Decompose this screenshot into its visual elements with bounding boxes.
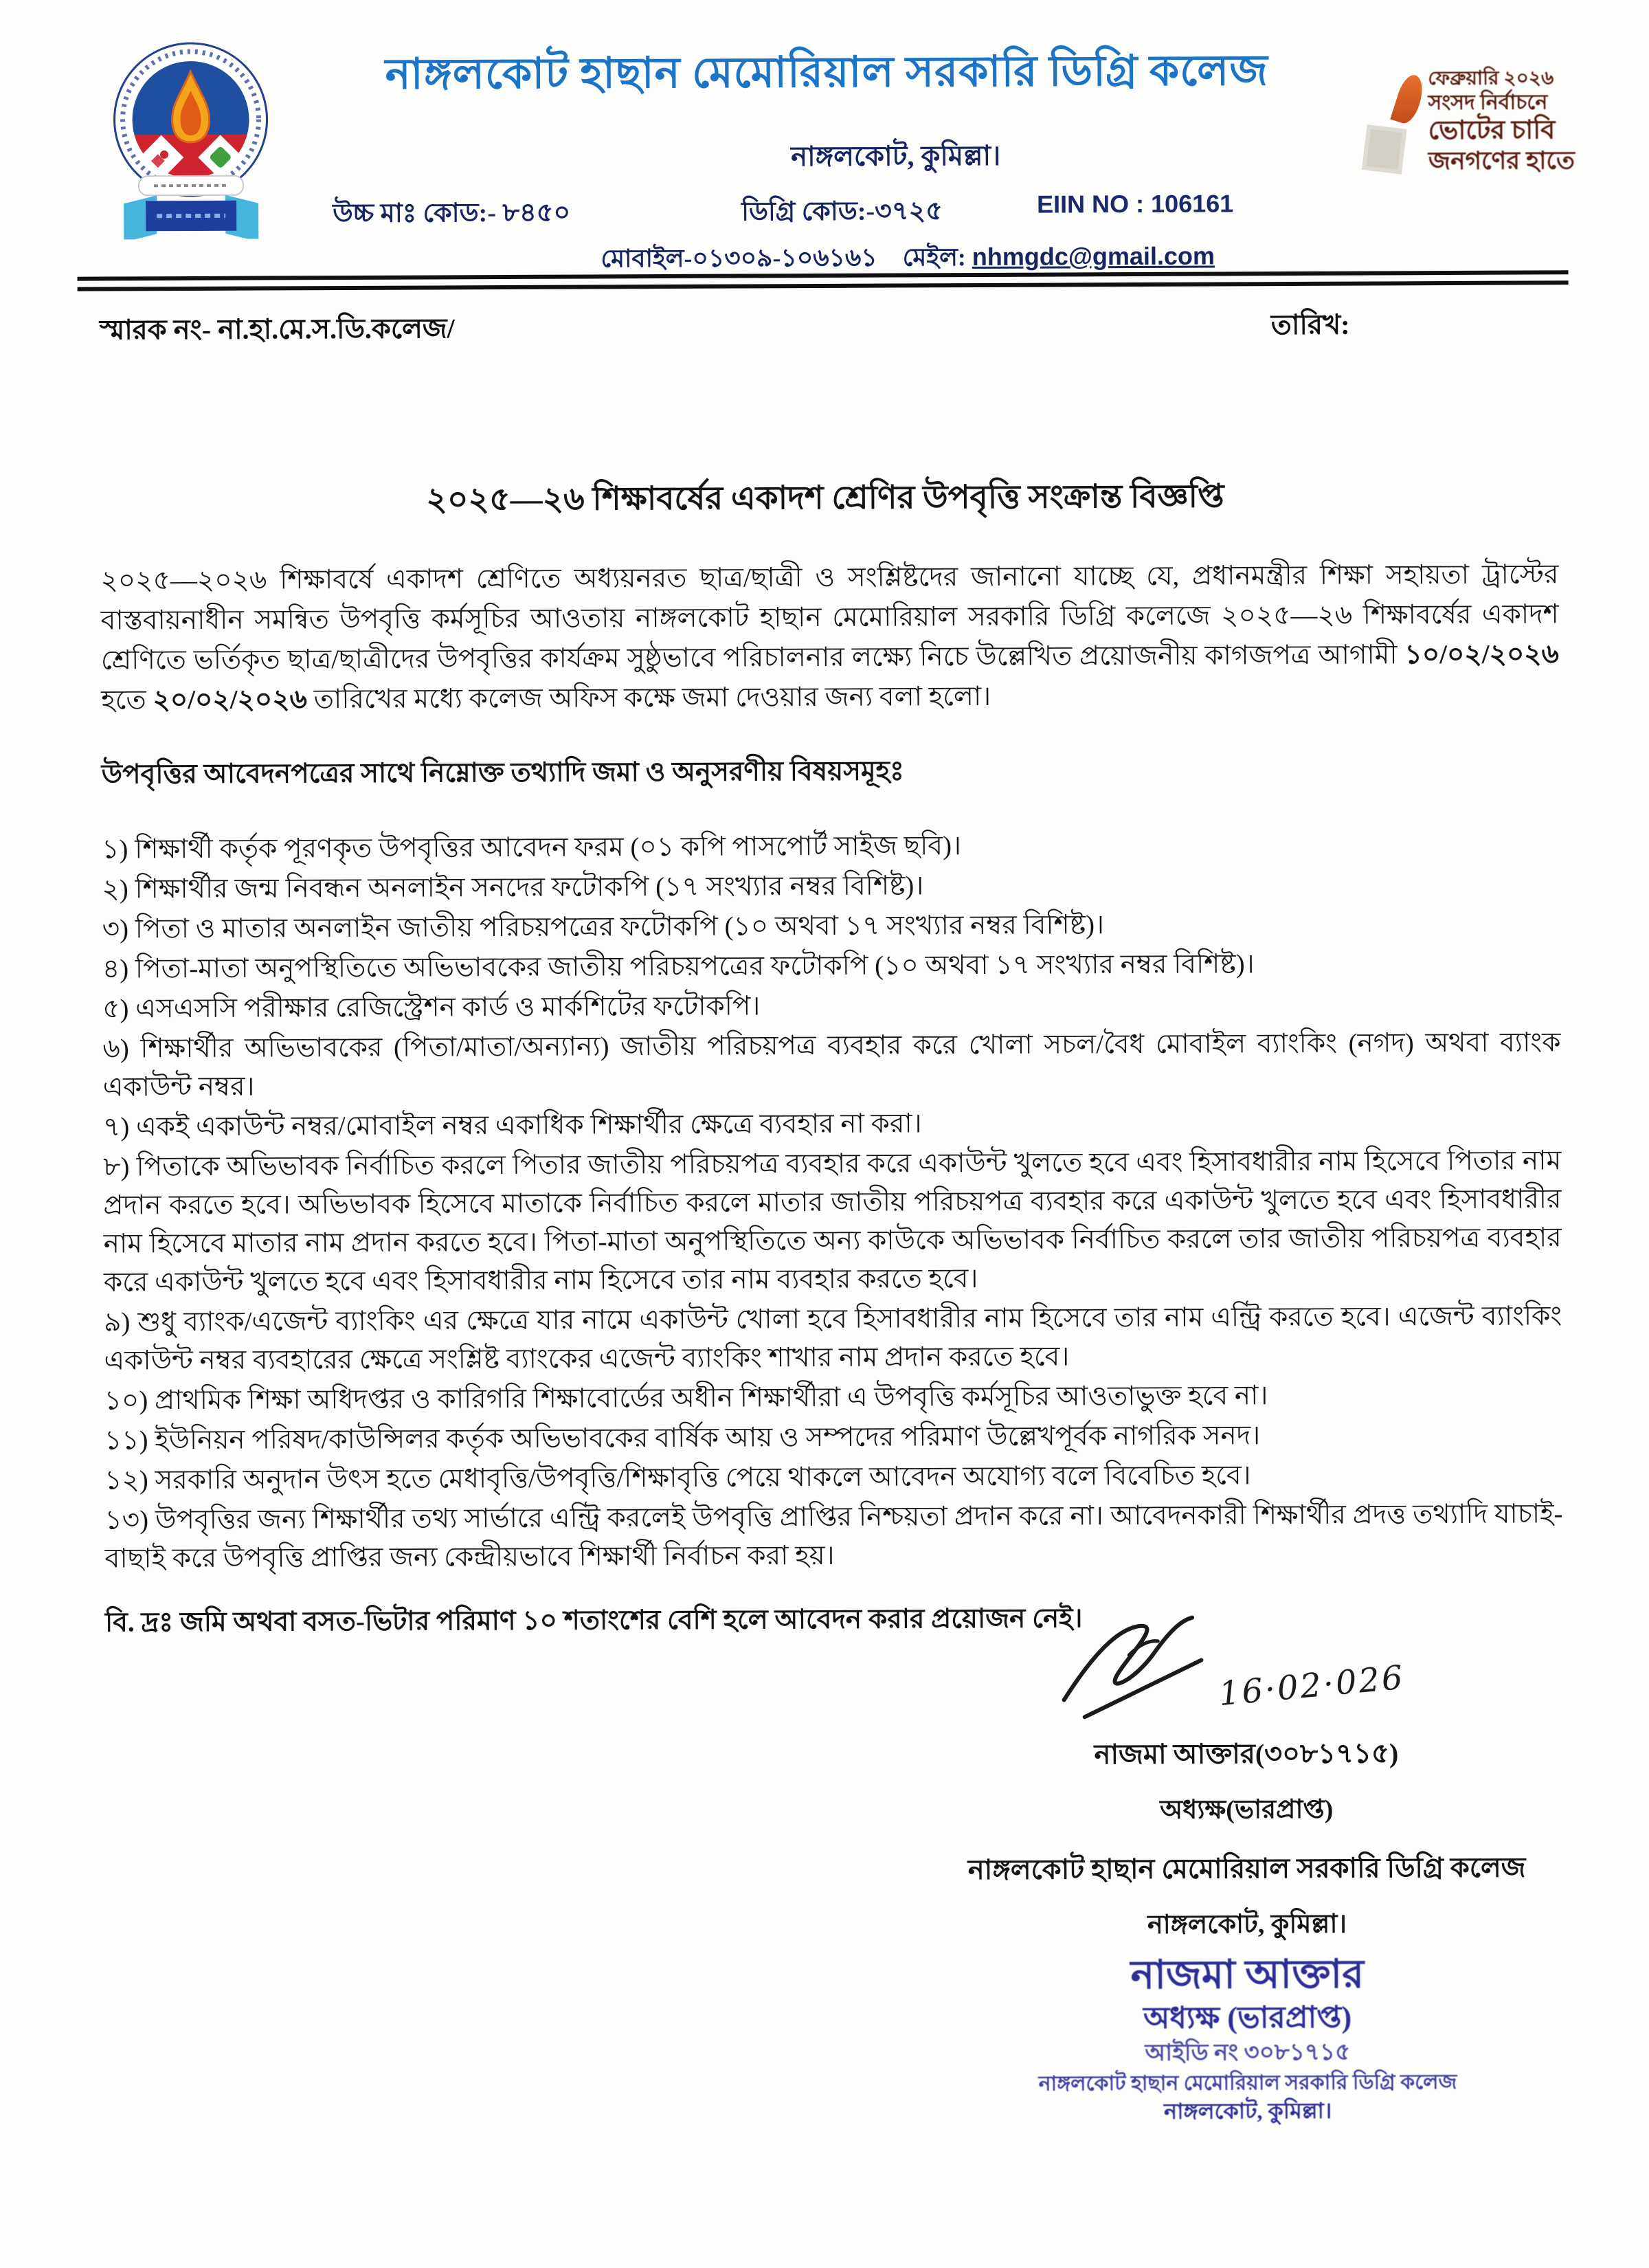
email-label: মেইল:: [902, 243, 966, 271]
list-item: ১২) সরকারি অনুদান উৎস হতে মেধাবৃত্তি/উপবৃত্তি/শিক্ষাবৃত্তি পেয়ে থাকলে আবেদন অযোগ্য বলে বিবেচিত হবে।: [104, 1460, 1251, 1496]
election-stamp-line: ফেব্রুয়ারি ২০২৬: [1428, 67, 1554, 90]
notice-title: ২০২৫—২৬ শিক্ষাবর্ষের একাদশ শ্রেণির উপবৃত্তি সংক্রান্ত বিজ্ঞপ্তি: [426, 478, 1224, 518]
college-name: নাঙ্গলকোট হাছান মেমোরিয়াল সরকারি ডিগ্রি কলেজ: [385, 47, 1268, 98]
college-seal-icon: [111, 32, 271, 240]
handwritten-date: 16·02·026: [1217, 1658, 1406, 1714]
signatory-designation: অধ্যক্ষ(ভারপ্রাপ্ত): [1160, 1794, 1334, 1825]
stamp-location: নাঙ্গলকোট, কুমিল্লা।: [1164, 2098, 1332, 2124]
list-item: ৭) একই একাউন্ট নম্বর/মোবাইল নম্বর একাধিক শিক্ষার্থীর ক্ষেত্রে ব্যবহার না করা।: [102, 1109, 922, 1142]
list-item: ১) শিক্ষার্থী কর্তৃক পূরণকৃত উপবৃত্তির আবেদন ফরম (০১ কপি পাসপোর্ট সাইজ ছবি)।: [102, 831, 962, 865]
election-stamp-line: জনগণের হাতে: [1428, 146, 1575, 175]
stamp-designation: অধ্যক্ষ (ভারপ্রাপ্ত): [1143, 2000, 1352, 2035]
requirements-heading: উপবৃত্তির আবেদনপত্রের সাথে নিম্নোক্ত তথ্যাদি জমা ও অনুসরণীয় বিষয়সমূহঃ: [101, 756, 904, 790]
list-item: ১১) ইউনিয়ন পরিষদ/কাউন্সিলর কর্তৃক অভিভাবকের বার্ষিক আয় ও সম্পদের পরিমাণ উল্লেখপূর্বক নাগরিক সনদ।: [104, 1421, 1261, 1456]
list-item: ৬) শিক্ষার্থীর অভিভাবকের (পিতা/মাতা/অন্যান্য) জাতীয় পরিচয়পত্র ব্যবহার করে খোলা সচল/বৈধ মোবাইল ব্যাংকিং (নগদ) অথবা ব্যাংক একাউন্ট নম্বর।: [102, 1027, 1561, 1102]
end-date: ২০/০২/২০২৬: [153, 685, 308, 715]
notice-body: [100, 555, 1563, 1643]
memo-number-label: স্মারক নং- না.হা.মে.স.ডি.কলেজ/: [99, 313, 455, 346]
hs-code: উচ্চ মাঃ কোড:- ৮৪৫০: [333, 198, 571, 229]
list-item: ১০) প্রাথমিক শিক্ষা অধিদপ্তর ও কারিগরি শিক্ষাবোর্ডের অধীন শিক্ষার্থীরা এ উপবৃত্তি কর্মসূচির আওতাভুক্ত হবে না।: [104, 1381, 1268, 1416]
list-item: ৩) পিতা ও মাতার অনলাইন জাতীয় পরিচয়পত্রের ফটোকপি (১০ অথবা ১৭ সংখ্যার নম্বর বিশিষ্ট)।: [102, 910, 1105, 944]
college-location: নাঙ্গলকোট, কুমিল্লা।: [791, 140, 1001, 173]
election-stamp-line: ভোটের চাবি: [1428, 115, 1556, 145]
list-item: ৪) পিতা-মাতা অনুপস্থিতিতে অভিভাবকের জাতীয় পরিচয়পত্রের ফটোকপি (১০ অথবা ১৭ সংখ্যার নম্বর বিশিষ্ট)।: [102, 949, 1255, 984]
degree-code: ডিগ্রি কোড:-৩৭২৫: [741, 197, 943, 227]
list-item: ৫) এসএসসি পরীক্ষার রেজিস্ট্রেশন কার্ড ও মার্কশিটের ফটোকপি।: [102, 991, 761, 1024]
requirements-list: [102, 824, 1563, 1578]
intro-text: হতে: [101, 685, 153, 715]
special-note: বি. দ্রঃ জমি অথবা বসত-ভিটার পরিমাণ ১০ শতাংশের বেশি হলে আবেদন করার প্রয়োজন নেই।: [104, 1603, 1083, 1638]
list-item: ২) শিক্ষার্থীর জন্ম নিবন্ধন অনলাইন সনদের ফটোকপি (১৭ সংখ্যার নম্বর বিশিষ্ট)।: [102, 871, 924, 904]
stamp-college: নাঙ্গলকোট হাছান মেমোরিয়াল সরকারি ডিগ্রি কলেজ: [1038, 2071, 1457, 2096]
signatory-location: নাঙ্গলকোট, কুমিল্লা।: [1147, 1909, 1347, 1939]
principal-stamp: [945, 1950, 1550, 2125]
election-stamp: [1428, 67, 1600, 176]
list-item: ১৩) উপবৃত্তির জন্য শিক্ষার্থীর তথ্য সার্ভারে এন্ট্রি করলেই উপবৃত্তি প্রাপ্তির নিশ্চয়তা প্রদান করে না। আবেদনকারী শিক্ষার্থীর প্রদত্ত তথ্যাদি যাচাই-বাছাই করে উপবৃত্তি প্রাপ্তির জন্য কেন্দ্রীয়ভাবে শিক্ষার্থী নির্বাচন করা হয়।: [104, 1499, 1563, 1574]
eiin-number: EIIN NO : 106161: [1037, 189, 1234, 219]
gray-square-mark: [1362, 124, 1406, 174]
intro-text: ২০২৫—২০২৬ শিক্ষাবর্ষে একাদশ শ্রেণিতে অধ্যয়নরত ছাত্র/ছাত্রী ও সংশ্লিষ্টদের জানানো যাচ্ছে যে, প্রধানমন্ত্রীর শিক্ষা সহায়তা ট্রাস্টের বাস্তবায়নাধীন সমন্বিত উপবৃত্তি কর্মসূচির আওতায় নাঙ্গলকোট হাছান মেমোরিয়াল সরকারি ডিগ্রি কলেজে ২০২৫—২৬ শিক্ষাবর্ষের একাদশ শ্রেণিতে ভর্তিকৃত ছাত্র/ছাত্রীদের উপবৃত্তির কার্যক্রম সুষ্ঠুভাবে পরিচালনার লক্ষ্যে নিচে উল্লেখিত প্রয়োজনীয় কাগজপত্র আগামী: [100, 559, 1559, 676]
flame-stamp-icon: [1390, 72, 1427, 126]
list-item: ৮) পিতাকে অভিভাবক নির্বাচিত করলে পিতার জাতীয় পরিচয়পত্র ব্যবহার করে একাউন্ট খুলতে হবে এবং হিসাবধারীর নাম হিসেবে পিতার নাম প্রদান করতে হবে। অভিভাবক হিসেবে মাতাকে নির্বাচিত করলে মাতার জাতীয় পরিচয়পত্র ব্যবহার করে একাউন্ট খুলতে হবে এবং হিসাবধারীর নাম হিসেবে মাতার নাম প্রদান করতে হবে। পিতা-মাতা অনুপস্থিতিতে অন্য কাউকে অভিভাবক নির্বাচিত করলে তার জাতীয় পরিচয়পত্র ব্যবহার করে একাউন্ট খুলতে হবে এবং হিসাবধারীর নাম হিসেবে তার নাম ব্যবহার করতে হবে।: [103, 1146, 1562, 1298]
header-divider-rule: [78, 270, 1569, 291]
email-address: nhmgdc@gmail.com: [972, 241, 1215, 271]
intro-text: তারিখের মধ্যে কলেজ অফিস কক্ষে জমা দেওয়ার জন্য বলা হলো।: [306, 681, 991, 715]
mobile-number: মোবাইল-০১৩০৯-১০৬১৬১: [601, 243, 877, 273]
election-stamp-line: সংসদ নির্বাচনে: [1428, 90, 1548, 114]
stamp-name: নাজমা আক্তার: [1130, 1951, 1365, 1998]
signature-row: [943, 1612, 1549, 1728]
start-date: ১০/০২/২০২৬: [1404, 639, 1560, 670]
intro-paragraph: [100, 555, 1559, 720]
signatory-name: নাজমা আক্তার(৩০৮১৭১৫): [1094, 1737, 1399, 1770]
signature-block: [943, 1612, 1550, 2125]
college-logo: [111, 32, 271, 243]
date-label: তারিখ:: [1270, 309, 1350, 341]
signatory-college: নাঙ্গলকোট হাছান মেমোরিয়াল সরকারি ডিগ্রি কলেজ: [967, 1852, 1526, 1886]
stamp-id: আইডি নং ৩০৮১৭১৫: [1145, 2039, 1351, 2067]
list-item: ৯) শুধু ব্যাংক/এজেন্ট ব্যাংকিং এর ক্ষেত্রে যার নামে একাউন্ট খোলা হবে হিসাবধারীর নাম হিসেবে তার নাম এন্ট্রি করতে হবে। এজেন্ট ব্যাংকিং একাউন্ট নম্বর ব্যবহারের ক্ষেত্রে সংশ্লিষ্ট ব্যাংকের এজেন্ট ব্যাংকিং শাখার নাম প্রদান করতে হবে।: [104, 1301, 1562, 1376]
